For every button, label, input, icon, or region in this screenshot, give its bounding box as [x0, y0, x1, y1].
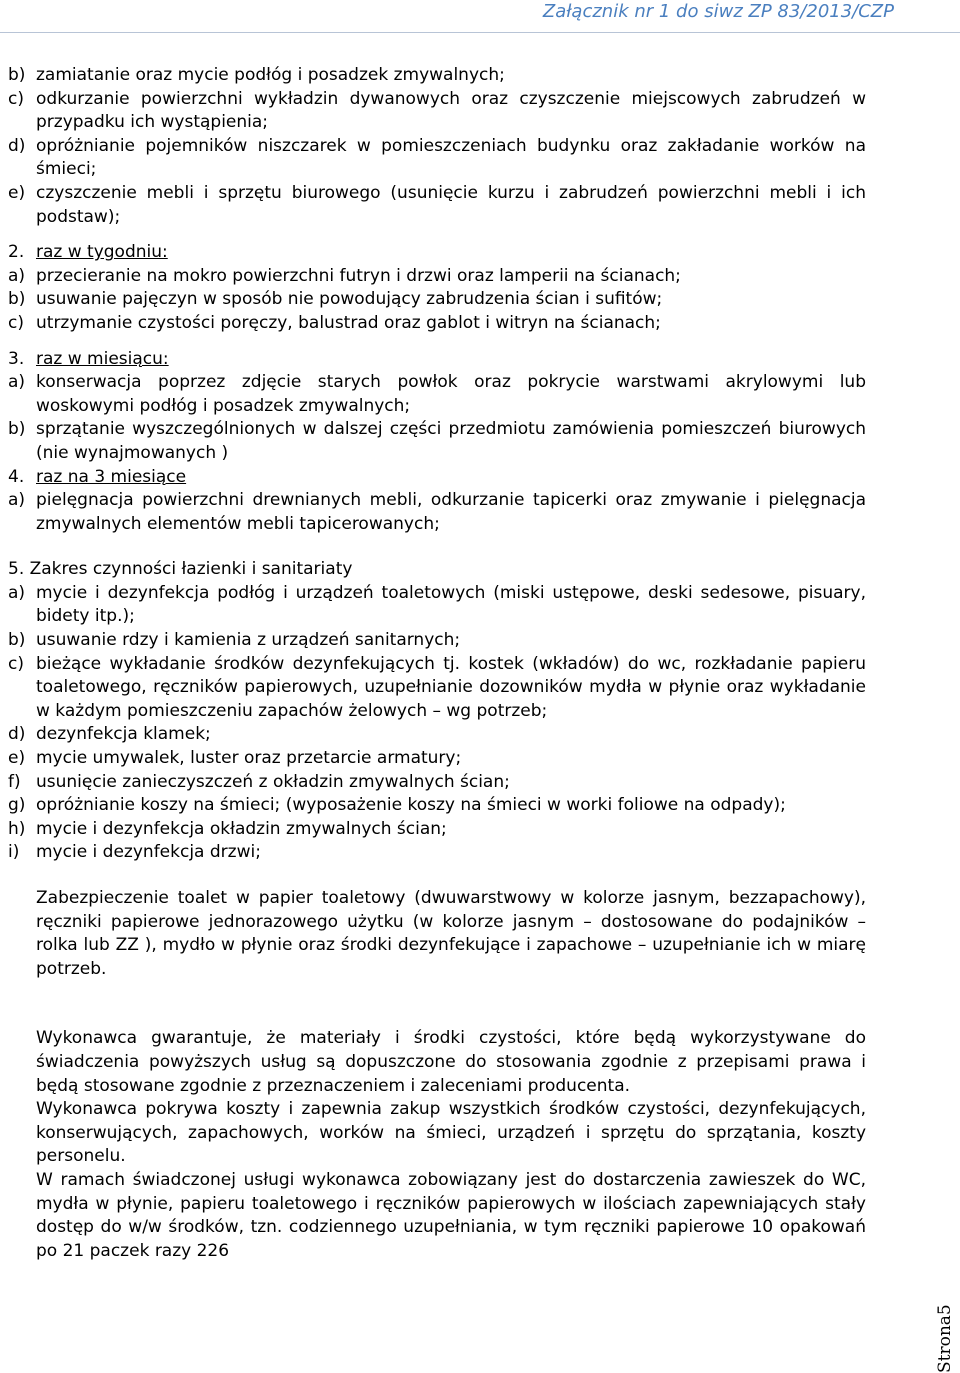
item-marker: b): [8, 65, 26, 85]
header-rule: [0, 32, 960, 33]
list-item: [8, 629, 866, 653]
list-item: [8, 418, 866, 465]
list-item: [8, 747, 866, 771]
item-text: utrzymanie czystości poręczy, balustrad oraz gablot i witryn na ścianach;: [36, 312, 661, 333]
item-marker: a): [8, 490, 26, 511]
item-marker: g): [8, 795, 26, 816]
paragraph-zabezpieczenie: Zabezpieczenie toalet w papier toaletowy (dwuwarstwowy w kolorze jasnym, bezzapachowy), ręczniki papierowe jednorazowego użytku (w kolorze jasnym – dostosowane do podajników – rolka lub ZZ ), mydło w płynie oraz środki dezynfekujące i zapachowe – uzupełnianie ich w miarę potrzeb.: [36, 888, 866, 979]
item-text: sprzątanie wyszczególnionych w dalszej części przedmiotu zamówienia pomieszczeń biurowych (nie wynajmowanych ): [36, 419, 866, 463]
list-item: [8, 371, 866, 418]
list-item: [8, 771, 866, 795]
item-marker: c): [8, 312, 24, 333]
document-body: [8, 64, 866, 1263]
item-marker: e): [8, 748, 26, 769]
item-text: zamiatanie oraz mycie podłóg i posadzek zmywalnych;: [36, 65, 505, 85]
list-item: [8, 723, 866, 747]
section-number: 3.: [8, 348, 25, 369]
list-item: [8, 288, 866, 312]
section-heading: [8, 241, 866, 265]
item-text: opróżnianie koszy na śmieci; (wyposażenie koszy na śmieci w worki foliowe na odpady);: [36, 795, 786, 816]
page-number-label: [930, 1278, 960, 1373]
item-marker: i): [8, 842, 20, 863]
item-marker: a): [8, 582, 26, 603]
document-header: Załącznik nr 1 do siwz ZP 83/2013/CZP: [542, 1, 894, 22]
list-item: [8, 794, 866, 818]
list-item: [8, 489, 866, 536]
item-marker: c): [8, 653, 24, 674]
section-number: 4.: [8, 466, 25, 487]
item-marker: a): [8, 265, 26, 286]
item-text: odkurzanie powierzchni wykładzin dywanowych oraz czyszczenie miejscowych zabrudzeń w przypadku ich wystąpienia;: [36, 88, 866, 133]
section-heading: [8, 348, 866, 372]
section-title: 5. Zakres czynności łazienki i sanitariaty: [8, 559, 353, 580]
list-item: [8, 135, 866, 182]
item-text: usuwanie rdzy i kamienia z urządzeń sanitarnych;: [36, 630, 461, 651]
section-heading: [8, 466, 866, 490]
list-item: [8, 653, 866, 724]
section-number: 2.: [8, 242, 25, 263]
item-text: opróżnianie pojemników niszczarek w pomieszczeniach budynku oraz zakładanie worków na śmieci;: [36, 135, 866, 180]
item-marker: f): [8, 771, 21, 792]
section-title: raz w tygodniu:: [36, 242, 168, 263]
item-text: dezynfekcja klamek;: [36, 724, 211, 745]
item-text: mycie i dezynfekcja podłóg i urządzeń toaletowych (miski ustępowe, deski sedesowe, pisuary, bidety itp.);: [36, 582, 866, 627]
item-marker: e): [8, 182, 26, 203]
item-text: konserwacja poprzez zdjęcie starych powłok oraz pokrycie warstwami akrylowymi lub woskowymi podłóg i posadzek zmywalnych;: [36, 372, 866, 416]
item-marker: a): [8, 372, 26, 393]
list-item: [8, 182, 866, 229]
list-item: [8, 88, 866, 135]
item-marker: h): [8, 818, 26, 839]
item-text: mycie i dezynfekcja okładzin zmywalnych ścian;: [36, 818, 447, 839]
item-marker: d): [8, 724, 26, 745]
item-marker: b): [8, 630, 26, 651]
section-title: raz w miesiącu:: [36, 348, 169, 369]
section-title: raz na 3 miesiące: [36, 466, 187, 487]
item-text: usuwanie pajęczyn w sposób nie powodujący zabrudzenia ścian i sufitów;: [36, 289, 663, 310]
item-marker: b): [8, 419, 26, 440]
item-text: przecieranie na mokro powierzchni futryn i drzwi oraz lamperii na ścianach;: [36, 265, 681, 286]
item-text: mycie i dezynfekcja drzwi;: [36, 842, 261, 863]
item-text: mycie umywalek, luster oraz przetarcie armatury;: [36, 748, 462, 769]
list-item: [8, 582, 866, 629]
item-marker: b): [8, 289, 26, 310]
list-item: [8, 64, 866, 88]
item-text: bieżące wykładanie środków dezynfekujących tj. kostek (wkładów) do wc, rozkładanie papieru toaletowego, ręczników papierowych, uzupełnianie dozowników mydła w płynie oraz wykładanie w każdym pomieszczeniu zapachów żelowych – wg potrzeb;: [36, 653, 866, 721]
item-marker: c): [8, 88, 24, 109]
list-item: [8, 265, 866, 289]
paragraph-zobowiazanie: W ramach świadczonej usługi wykonawca zobowiązany jest do dostarczenia zawieszek do WC, mydła w płynie, papieru toaletowego i ręczników papierowych w ilościach zapewniających stały dostęp do w/w środków, tzn. codziennego uzupełniania, w tym ręczniki papierowe 10 opakowań po 21 paczek razy 226: [36, 1169, 866, 1261]
item-text: usunięcie zanieczyszczeń z okładzin zmywalnych ścian;: [36, 771, 510, 792]
item-text: pielęgnacja powierzchni drewnianych mebli, odkurzanie tapicerki oraz zmywanie i pielęgnacja zmywalnych elementów mebli tapicerowanych;: [36, 490, 866, 534]
item-text: czyszczenie mebli i sprzętu biurowego (usunięcie kurzu i zabrudzeń powierzchni mebli i ich podstaw);: [36, 182, 866, 227]
page-number-text: Strona5: [935, 1304, 955, 1373]
list-item: [8, 841, 866, 865]
list-item: [8, 818, 866, 842]
item-marker: d): [8, 135, 26, 156]
list-item: [8, 312, 866, 336]
paragraph-gwarancja: Wykonawca gwarantuje, że materiały i środki czystości, które będą wykorzystywane do świadczenia powyższych usług są dopuszczone do stosowania zgodnie z przepisami prawa i będą stosowane zgodnie z przeznaczeniem i zaleceniami producenta.: [36, 1028, 866, 1096]
paragraph-koszty: Wykonawca pokrywa koszty i zapewnia zakup wszystkich środków czystości, dezynfekujących, konserwujących, zapachowych, worków na śmieci, urządzeń i sprzętu do sprzątania, koszty personelu.: [36, 1099, 866, 1167]
